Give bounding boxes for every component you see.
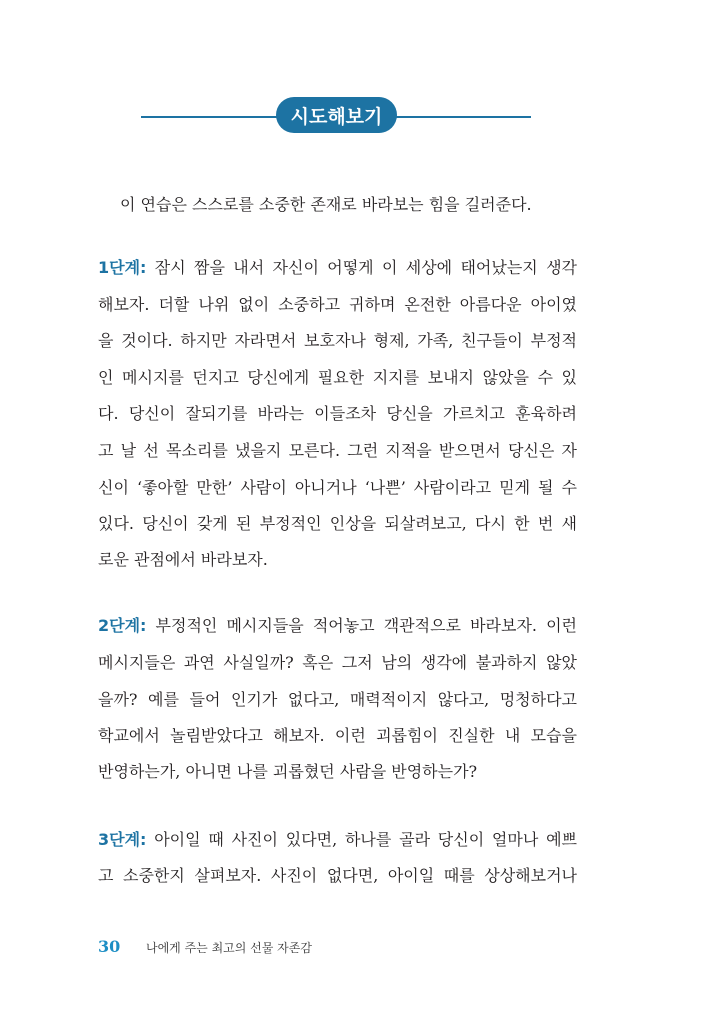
step-1-line bbox=[98, 368, 577, 388]
line-text: 해보자. 더할 나위 없이 소중하고 귀하며 온전한 아름다운 아이였 bbox=[98, 295, 577, 314]
step-2-line bbox=[98, 762, 577, 782]
step-1-line bbox=[98, 258, 577, 278]
line-text: 고 날 선 목소리를 냈을지 모른다. 그런 지적을 받으면서 당신은 자 bbox=[98, 441, 577, 460]
step-1-line bbox=[98, 441, 577, 461]
line-text: 있다. 당신이 갖게 된 부정적인 인상을 되살려보고, 다시 한 번 새 bbox=[98, 514, 577, 533]
step-label: 1단계: bbox=[98, 258, 147, 277]
step-2-line bbox=[98, 616, 577, 636]
step-2-line bbox=[98, 726, 577, 746]
step-label: 2단계: bbox=[98, 616, 147, 635]
line-text: 로운 관점에서 바라보자. bbox=[98, 550, 268, 569]
step-1-line bbox=[98, 550, 577, 570]
line-text: 다. 당신이 잘되기를 바라는 이들조차 당신을 가르치고 훈육하려 bbox=[98, 404, 577, 423]
line-text: 반영하는가, 아니면 나를 괴롭혔던 사람을 반영하는가? bbox=[98, 762, 478, 781]
line-text: 메시지들은 과연 사실일까? 혹은 그저 남의 생각에 불과하지 않았 bbox=[98, 653, 577, 672]
line-text: 잠시 짬을 내서 자신이 어떻게 이 세상에 태어났는지 생각 bbox=[146, 258, 577, 277]
line-text: 을까? 예를 들어 인기가 없다고, 매력적이지 않다고, 멍청하다고 bbox=[98, 690, 577, 709]
step-2-line bbox=[98, 653, 577, 673]
intro-text: 이 연습은 스스로를 소중한 존재로 바라보는 힘을 길러준다. bbox=[120, 195, 532, 214]
step-label: 3단계: bbox=[98, 830, 147, 849]
step-2-line bbox=[98, 690, 577, 710]
book-title: 나에게 주는 최고의 선물 자존감 bbox=[146, 941, 312, 955]
step-3-line bbox=[98, 866, 577, 886]
page-number: 30 bbox=[98, 937, 121, 956]
step-1-line bbox=[98, 478, 577, 498]
step-1-line bbox=[98, 295, 577, 315]
step-1-line bbox=[98, 514, 577, 534]
step-3-line bbox=[98, 830, 577, 850]
line-text: 고 소중한지 살펴보자. 사진이 없다면, 아이일 때를 상상해보거나 bbox=[98, 866, 577, 885]
step-1-line bbox=[98, 331, 577, 351]
line-text: 아이일 때 사진이 있다면, 하나를 골라 당신이 얼마나 예쁘 bbox=[146, 830, 577, 849]
line-text: 을 것이다. 하지만 자라면서 보호자나 형제, 가족, 친구들이 부정적 bbox=[98, 331, 577, 350]
section-badge: 시도해보기 bbox=[276, 97, 397, 133]
line-text: 학교에서 놀림받았다고 해보자. 이런 괴롭힘이 진실한 내 모습을 bbox=[98, 726, 577, 745]
step-1-line bbox=[98, 404, 577, 424]
line-text: 인 메시지를 던지고 당신에게 필요한 지지를 보내지 않았을 수 있 bbox=[98, 368, 577, 387]
line-text: 부정적인 메시지들을 적어놓고 객관적으로 바라보자. 이런 bbox=[146, 616, 577, 635]
title-rule-left bbox=[141, 116, 281, 118]
line-text: 신이 ‘좋아할 만한’ 사람이 아니거나 ‘나쁜’ 사람이라고 믿게 될 수 bbox=[98, 478, 577, 497]
title-rule-right bbox=[392, 116, 531, 118]
